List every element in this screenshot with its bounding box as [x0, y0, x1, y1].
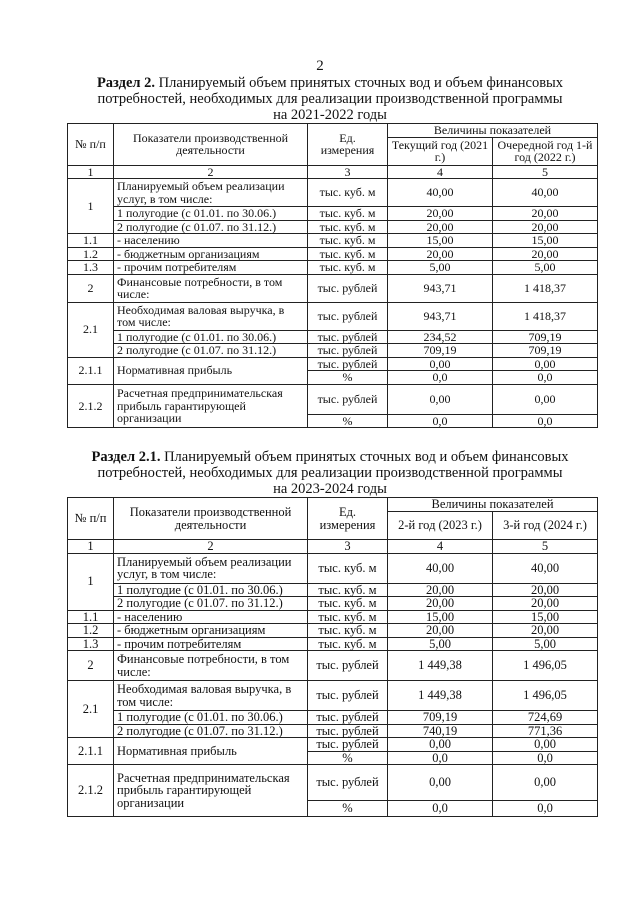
row-name: 2 полугодие (с 01.07. по 31.12.): [114, 344, 308, 358]
row-value-1: 0,0: [388, 751, 493, 765]
row-value-2: 1 418,37: [493, 274, 598, 302]
row-num: 2.1.1: [68, 357, 114, 384]
row-unit: тыс. рублей: [308, 651, 388, 681]
row-num: 1.2: [68, 624, 114, 638]
row-value-1: 0,00: [388, 765, 493, 801]
table-row: [68, 553, 598, 583]
row-unit: тыс. рублей: [308, 724, 388, 738]
row-value-1: 709,19: [388, 711, 493, 725]
row-name: 1 полугодие (с 01.01. по 30.06.): [114, 207, 308, 221]
row-unit: тыс. куб. м: [308, 220, 388, 234]
row-unit: тыс. куб. м: [308, 207, 388, 221]
table-row: [68, 247, 598, 261]
row-value-1: 0,00: [388, 384, 493, 414]
row-value-2: 15,00: [493, 610, 598, 624]
colnum-1: 1: [68, 540, 114, 554]
row-name: Расчетная предпринимательская прибыль гарантирующей организации: [114, 765, 308, 817]
row-unit: тыс. рублей: [308, 302, 388, 330]
row-value-1: 20,00: [388, 583, 493, 597]
row-value-1: 5,00: [388, 637, 493, 651]
row-unit: тыс. куб. м: [308, 610, 388, 624]
colnum-3: 3: [308, 540, 388, 554]
row-name: Необходимая валовая выручка, в том числе:: [114, 681, 308, 711]
row-unit: тыс. рублей: [308, 681, 388, 711]
row-value-1: 0,0: [388, 371, 493, 385]
row-value-2: 1 418,37: [493, 302, 598, 330]
table-row: [68, 384, 598, 414]
row-num: 1.1: [68, 610, 114, 624]
row-name: - прочим потребителям: [114, 261, 308, 275]
row-num: 2: [68, 274, 114, 302]
row-value-2: 1 496,05: [493, 651, 598, 681]
row-unit: тыс. куб. м: [308, 261, 388, 275]
section1-title-bold: Раздел 2.: [96, 75, 156, 91]
row-num: 2.1.1: [68, 738, 114, 765]
row-value-2: 5,00: [493, 261, 598, 275]
table-row: [68, 724, 598, 738]
row-value-2: 0,00: [493, 765, 598, 801]
row-name: - населению: [114, 610, 308, 624]
row-value-2: 709,19: [493, 344, 598, 358]
header-indicator: Показатели производственной деятельности: [114, 124, 308, 166]
row-value-2: 15,00: [493, 234, 598, 248]
table-row: [68, 261, 598, 275]
row-value-2: 0,0: [493, 751, 598, 765]
row-num: 2.1: [68, 302, 114, 357]
table-row: [68, 234, 598, 248]
row-unit: тыс. куб. м: [308, 234, 388, 248]
row-unit: тыс. куб. м: [308, 583, 388, 597]
row-value-2: 0,0: [493, 371, 598, 385]
section2-title-bold: Раздел 2.1.: [91, 449, 161, 465]
table-row: [68, 583, 598, 597]
header-num: № п/п: [68, 124, 114, 166]
row-num: 1: [68, 553, 114, 610]
table-row: [68, 765, 598, 801]
section1-title-line2: потребностей, необходимых для реализации производственной программы: [97, 91, 563, 107]
table-row: [68, 711, 598, 725]
header-year2: 3-й год (2024 г.): [493, 512, 598, 540]
row-value-2: 20,00: [493, 207, 598, 221]
row-value-2: 771,36: [493, 724, 598, 738]
table-row: [68, 274, 598, 302]
row-value-2: 724,69: [493, 711, 598, 725]
row-unit: тыс. рублей: [308, 330, 388, 344]
row-value-2: 20,00: [493, 220, 598, 234]
row-unit: тыс. рублей: [308, 274, 388, 302]
table-row: [68, 302, 598, 330]
row-unit: тыс. куб. м: [308, 637, 388, 651]
header-year1: 2-й год (2023 г.): [388, 512, 493, 540]
row-value-1: 1 449,38: [388, 651, 493, 681]
section1-table: [67, 123, 598, 428]
row-name: 1 полугодие (с 01.01. по 30.06.): [114, 330, 308, 344]
row-unit: %: [308, 414, 388, 428]
row-name: 2 полугодие (с 01.07. по 31.12.): [114, 724, 308, 738]
row-value-1: 20,00: [388, 207, 493, 221]
colnum-5: 5: [493, 165, 598, 179]
row-value-2: 20,00: [493, 583, 598, 597]
table-row: [68, 179, 598, 207]
table-row: [68, 651, 598, 681]
header-values: Величины показателей: [388, 124, 598, 138]
row-name: Расчетная предпринимательская прибыль гарантирующей организации: [114, 384, 308, 428]
row-unit: тыс. куб. м: [308, 624, 388, 638]
row-unit: тыс. рублей: [308, 384, 388, 414]
section1-heading: [80, 75, 580, 123]
table-row: [68, 738, 598, 752]
page-number: 2: [316, 58, 324, 74]
row-value-2: 0,0: [493, 414, 598, 428]
row-name: 2 полугодие (с 01.07. по 31.12.): [114, 597, 308, 611]
colnum-4: 4: [388, 540, 493, 554]
table-row: [68, 624, 598, 638]
row-value-1: 20,00: [388, 624, 493, 638]
row-num: 1: [68, 179, 114, 234]
row-unit: тыс. куб. м: [308, 179, 388, 207]
row-value-2: 709,19: [493, 330, 598, 344]
row-name: - бюджетным организациям: [114, 247, 308, 261]
table-row: [68, 637, 598, 651]
row-value-2: 20,00: [493, 247, 598, 261]
row-name: 1 полугодие (с 01.01. по 30.06.): [114, 583, 308, 597]
row-value-2: 40,00: [493, 179, 598, 207]
row-unit: тыс. куб. м: [308, 597, 388, 611]
colnum-5: 5: [493, 540, 598, 554]
header-values: Величины показателей: [388, 498, 598, 512]
section2-title-line1: Планируемый объем принятых сточных вод и объем финансовых: [160, 449, 569, 465]
section1-title-line3: на 2021-2022 годы: [273, 107, 387, 123]
row-unit: %: [308, 751, 388, 765]
row-value-2: 1 496,05: [493, 681, 598, 711]
row-value-1: 943,71: [388, 302, 493, 330]
colnum-1: 1: [68, 165, 114, 179]
row-unit: %: [308, 801, 388, 817]
table-row: [68, 597, 598, 611]
row-unit: тыс. рублей: [308, 344, 388, 358]
row-num: 1.2: [68, 247, 114, 261]
row-value-1: 709,19: [388, 344, 493, 358]
header-num: № п/п: [68, 498, 114, 540]
table-row: [68, 330, 598, 344]
table-row: [68, 220, 598, 234]
row-unit: тыс. куб. м: [308, 553, 388, 583]
row-num: 2.1.2: [68, 765, 114, 817]
row-name: Планируемый объем реализации услуг, в том числе:: [114, 179, 308, 207]
row-value-1: 40,00: [388, 553, 493, 583]
row-unit: %: [308, 371, 388, 385]
row-value-1: 20,00: [388, 597, 493, 611]
row-unit: тыс. рублей: [308, 711, 388, 725]
table-row: [68, 681, 598, 711]
header-year1: Текущий год (2021 г.): [388, 137, 493, 165]
header-unit: Ед. измерения: [308, 124, 388, 166]
section2-title-line2: потребностей, необходимых для реализации производственной программы: [97, 465, 563, 481]
row-value-2: 0,00: [493, 738, 598, 752]
row-value-1: 740,19: [388, 724, 493, 738]
row-num: 1.3: [68, 637, 114, 651]
row-unit: тыс. рублей: [308, 738, 388, 752]
row-name: - прочим потребителям: [114, 637, 308, 651]
row-num: 1.3: [68, 261, 114, 275]
row-value-1: 0,0: [388, 801, 493, 817]
section1-title-line1: Планируемый объем принятых сточных вод и объем финансовых: [155, 75, 564, 91]
section2-heading: [80, 449, 580, 497]
row-num: 2: [68, 651, 114, 681]
row-value-2: 5,00: [493, 637, 598, 651]
colnum-2: 2: [114, 540, 308, 554]
row-value-2: 0,00: [493, 357, 598, 371]
table-row: [68, 207, 598, 221]
table-row: [68, 610, 598, 624]
row-value-1: 0,00: [388, 357, 493, 371]
header-unit: Ед. измерения: [308, 498, 388, 540]
table-row: [68, 357, 598, 371]
row-value-2: 0,00: [493, 384, 598, 414]
row-value-2: 20,00: [493, 597, 598, 611]
section2-title-line3: на 2023-2024 годы: [273, 481, 387, 497]
row-value-1: 234,52: [388, 330, 493, 344]
row-value-1: 943,71: [388, 274, 493, 302]
row-name: 2 полугодие (с 01.07. по 31.12.): [114, 220, 308, 234]
row-unit: тыс. куб. м: [308, 247, 388, 261]
row-unit: тыс. рублей: [308, 765, 388, 801]
row-name: Финансовые потребности, в том числе:: [114, 274, 308, 302]
row-num: 1.1: [68, 234, 114, 248]
row-num: 2.1: [68, 681, 114, 738]
row-name: Нормативная прибыль: [114, 738, 308, 765]
row-unit: тыс. рублей: [308, 357, 388, 371]
row-value-2: 20,00: [493, 624, 598, 638]
row-value-1: 15,00: [388, 610, 493, 624]
row-name: - населению: [114, 234, 308, 248]
row-value-2: 40,00: [493, 553, 598, 583]
row-value-1: 20,00: [388, 220, 493, 234]
header-indicator: Показатели производственной деятельности: [114, 498, 308, 540]
header-year2: Очередной год 1-й год (2022 г.): [493, 137, 598, 165]
table-row: [68, 344, 598, 358]
row-value-1: 1 449,38: [388, 681, 493, 711]
row-name: Необходимая валовая выручка, в том числе:: [114, 302, 308, 330]
row-value-1: 15,00: [388, 234, 493, 248]
row-name: 1 полугодие (с 01.01. по 30.06.): [114, 711, 308, 725]
row-value-1: 20,00: [388, 247, 493, 261]
row-num: 2.1.2: [68, 384, 114, 428]
row-name: Нормативная прибыль: [114, 357, 308, 384]
row-name: - бюджетным организациям: [114, 624, 308, 638]
section2-table: [67, 497, 598, 817]
row-name: Финансовые потребности, в том числе:: [114, 651, 308, 681]
row-value-1: 0,0: [388, 414, 493, 428]
row-value-1: 40,00: [388, 179, 493, 207]
row-value-1: 0,00: [388, 738, 493, 752]
row-value-2: 0,0: [493, 801, 598, 817]
colnum-3: 3: [308, 165, 388, 179]
row-value-1: 5,00: [388, 261, 493, 275]
colnum-4: 4: [388, 165, 493, 179]
colnum-2: 2: [114, 165, 308, 179]
row-name: Планируемый объем реализации услуг, в том числе:: [114, 553, 308, 583]
